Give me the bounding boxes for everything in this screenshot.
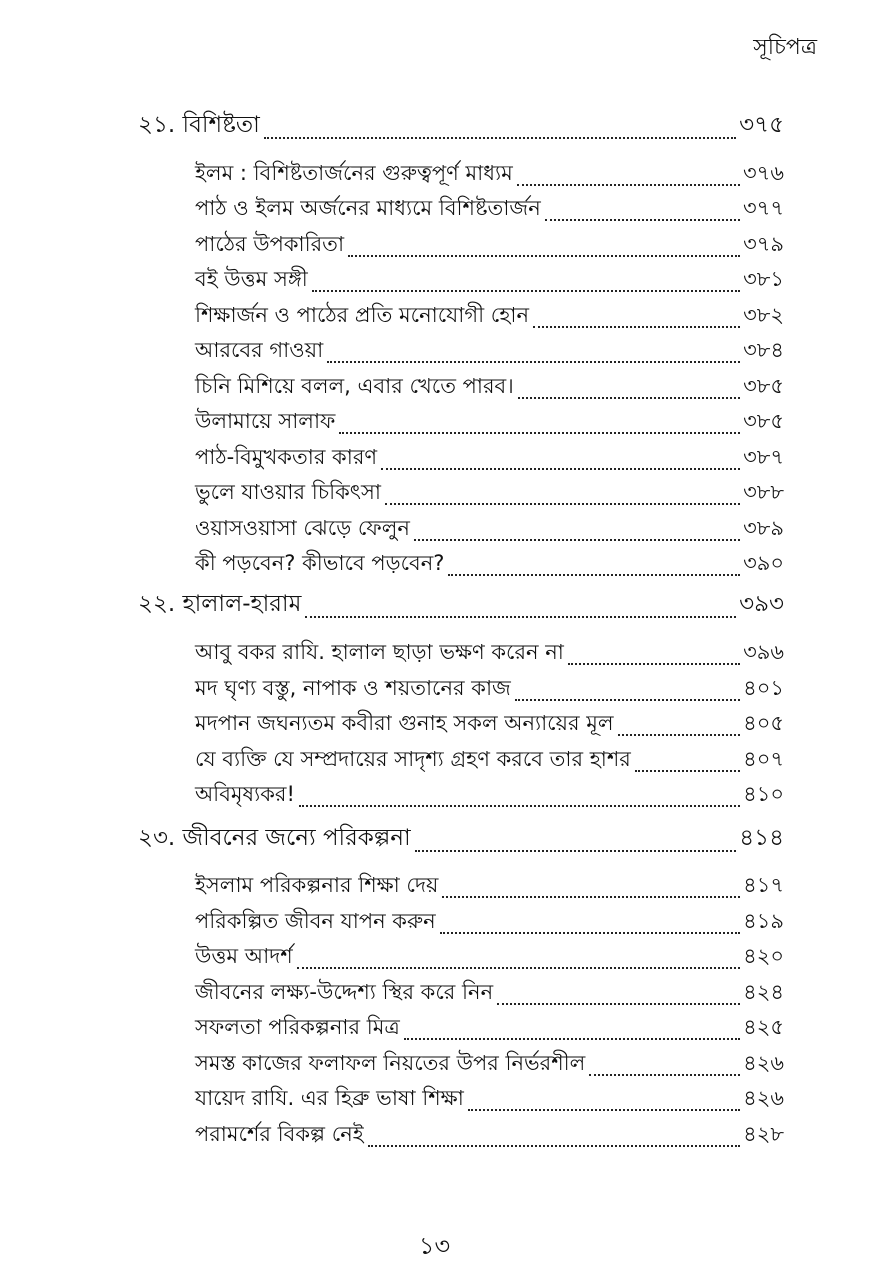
page-ref: ৩৮৭ [743, 445, 784, 469]
entry-title: যে ব্যক্তি যে সম্প্রদায়ের সাদৃশ্য গ্রহণ করবে তার হাশর [195, 747, 631, 771]
entry-title: যায়েদ রাযি. এর হিব্রু ভাষা শিক্ষা [195, 1086, 464, 1110]
page-ref: ৪২০ [743, 944, 784, 968]
entry-title: ভুলে যাওয়ার চিকিৎসা [195, 480, 381, 504]
page-ref: ৪২৬ [743, 1086, 784, 1110]
entry-title: পাঠের উপকারিতা [195, 232, 345, 256]
page-ref: ৪২৮ [743, 1122, 784, 1146]
dot-leader [440, 932, 740, 934]
page-ref: ৩৮৮ [743, 480, 784, 504]
page-ref: ৪০১ [743, 676, 784, 700]
entry-title: মদপান জঘন্যতম কবীরা গুনাহ সকল অন্যায়ের মূল [195, 711, 614, 735]
dot-leader [545, 219, 740, 221]
dot-leader [312, 290, 740, 292]
page-ref: ৩৭৬ [743, 161, 784, 185]
entry-title: কী পড়বেন? কীভাবে পড়বেন? [195, 551, 445, 575]
entry-title: জীবনের লক্ষ্য-উদ্দেশ্য স্থির করে নিন [195, 980, 494, 1004]
entry-title: চিনি মিশিয়ে বলল, এবার খেতে পারব। [195, 374, 514, 398]
page-ref: ৩৯০ [743, 551, 784, 575]
entry-title: আরবের গাওয়া [195, 338, 324, 362]
page-ref: ৩৮১ [743, 267, 784, 291]
page-ref: ৪১৭ [743, 873, 784, 897]
toc-entry-row [195, 481, 784, 511]
chapter-title: ২২. হালাল-হারাম [138, 591, 302, 617]
toc-entry-row [195, 910, 784, 940]
toc-entry-row [195, 552, 784, 582]
dot-leader [518, 397, 740, 399]
entry-title: ইলম : বিশিষ্টতার্জনের গুরুত্বপূর্ণ মাধ্যম [195, 161, 513, 185]
page-ref: ৩৭৯ [743, 232, 784, 256]
dot-leader [448, 574, 740, 576]
dot-leader [468, 1109, 740, 1111]
toc-entry-row [195, 874, 784, 904]
toc-entry-row [195, 375, 784, 405]
toc-entry-row [195, 981, 784, 1011]
dot-leader [368, 1145, 740, 1147]
page-ref: ৪০৭ [743, 747, 784, 771]
dot-leader [348, 255, 740, 257]
entry-title: সমস্ত কাজের ফলাফল নিয়তের উপর নির্ভরশীল [195, 1051, 586, 1075]
toc-chapter-row [138, 591, 784, 624]
entry-title: শিক্ষার্জন ও পাঠের প্রতি মনোযোগী হোন [195, 303, 529, 327]
entry-title: আবু বকর রাযি. হালাল ছাড়া ভক্ষণ করেন না [195, 640, 564, 664]
toc-entry-row [195, 268, 784, 298]
dot-leader [497, 1003, 740, 1005]
toc-entry-row [195, 677, 784, 707]
entry-title: মদ ঘৃণ্য বস্তু, নাপাক ও শয়তানের কাজ [195, 676, 511, 700]
page-ref: ৩৮৯ [743, 516, 784, 540]
toc-entry-row [195, 1087, 784, 1117]
toc-chapter-row [138, 825, 784, 858]
page-ref: ৩৭৫ [739, 112, 784, 138]
dot-leader [264, 137, 736, 139]
dot-leader [297, 967, 740, 969]
toc-entry-row [195, 517, 784, 547]
entry-title: পরিকল্পিত জীবন যাপন করুন [195, 909, 436, 933]
page-ref: ৩৮৫ [743, 374, 784, 398]
page-ref: ৪১৪ [739, 825, 784, 851]
entry-title: ইসলাম পরিকল্পনার শিক্ষা দেয় [195, 873, 439, 897]
entry-title: পরামর্শের বিকল্প নেই [195, 1122, 364, 1146]
toc-entry-row [195, 1016, 784, 1046]
dot-leader [305, 616, 736, 618]
dot-leader [339, 432, 740, 434]
page-ref: ৪১৯ [743, 909, 784, 933]
dot-leader [381, 468, 740, 470]
toc-entry-row [195, 945, 784, 975]
entry-title: পাঠ ও ইলম অর্জনের মাধ্যমে বিশিষ্টতার্জন [195, 196, 541, 220]
entry-title: ওয়াসওয়াসা ঝেড়ে ফেলুন [195, 516, 410, 540]
toc-entry-row [195, 748, 784, 778]
entry-title: উত্তম আদর্শ [195, 944, 293, 968]
running-header: সূচিপত্র [753, 35, 817, 60]
entry-title: বই উত্তম সঙ্গী [195, 267, 308, 291]
page-ref: ৩৯৬ [743, 640, 784, 664]
page-ref: ৪১০ [743, 782, 784, 806]
toc-entry-row [195, 712, 784, 742]
page-ref: ৪০৫ [743, 711, 784, 735]
dot-leader [327, 361, 740, 363]
toc-entry-row [195, 1123, 784, 1153]
dot-leader [635, 770, 740, 772]
toc-entry-row [195, 410, 784, 440]
toc-entry-row [195, 162, 784, 192]
toc-entry-row [195, 1052, 784, 1082]
toc-entry-row [195, 339, 784, 369]
dot-leader [589, 1074, 740, 1076]
toc-entry-row [195, 197, 784, 227]
entry-title: উলামায়ে সালাফ [195, 409, 336, 433]
chapter-title: ২৩. জীবনের জন্যে পরিকল্পনা [138, 825, 411, 851]
dot-leader [515, 699, 740, 701]
dot-leader [568, 663, 740, 665]
dot-leader [618, 734, 741, 736]
toc-entry-row [195, 233, 784, 263]
page-ref: ৩৮৪ [743, 338, 784, 362]
page-ref: ৩৮৫ [743, 409, 784, 433]
toc-entry-row [195, 783, 784, 813]
toc-entry-row [195, 304, 784, 334]
page-ref: ৩৯৩ [739, 591, 784, 617]
dot-leader [517, 184, 740, 186]
page-ref: ৪২৪ [743, 980, 784, 1004]
page-ref: ৩৭৭ [743, 196, 784, 220]
dot-leader [533, 326, 740, 328]
dot-leader [415, 850, 737, 852]
dot-leader [414, 539, 740, 541]
dot-leader [299, 805, 740, 807]
dot-leader [385, 503, 740, 505]
entry-title: পাঠ-বিমুখকতার কারণ [195, 445, 378, 469]
page-ref: ৪২৬ [743, 1051, 784, 1075]
dot-leader [404, 1038, 740, 1040]
toc-entry-row [195, 446, 784, 476]
dot-leader [442, 896, 740, 898]
page-ref: ৩৮২ [743, 303, 784, 327]
page-number: ১৩ [418, 1232, 451, 1260]
page-ref: ৪২৫ [743, 1015, 784, 1039]
toc-chapter-row [138, 112, 784, 145]
chapter-title: ২১. বিশিষ্টতা [138, 112, 260, 138]
entry-title: সফলতা পরিকল্পনার মিত্র [195, 1015, 400, 1039]
toc-entry-row [195, 641, 784, 671]
entry-title: অবিমৃষ্যকর! [195, 782, 295, 806]
